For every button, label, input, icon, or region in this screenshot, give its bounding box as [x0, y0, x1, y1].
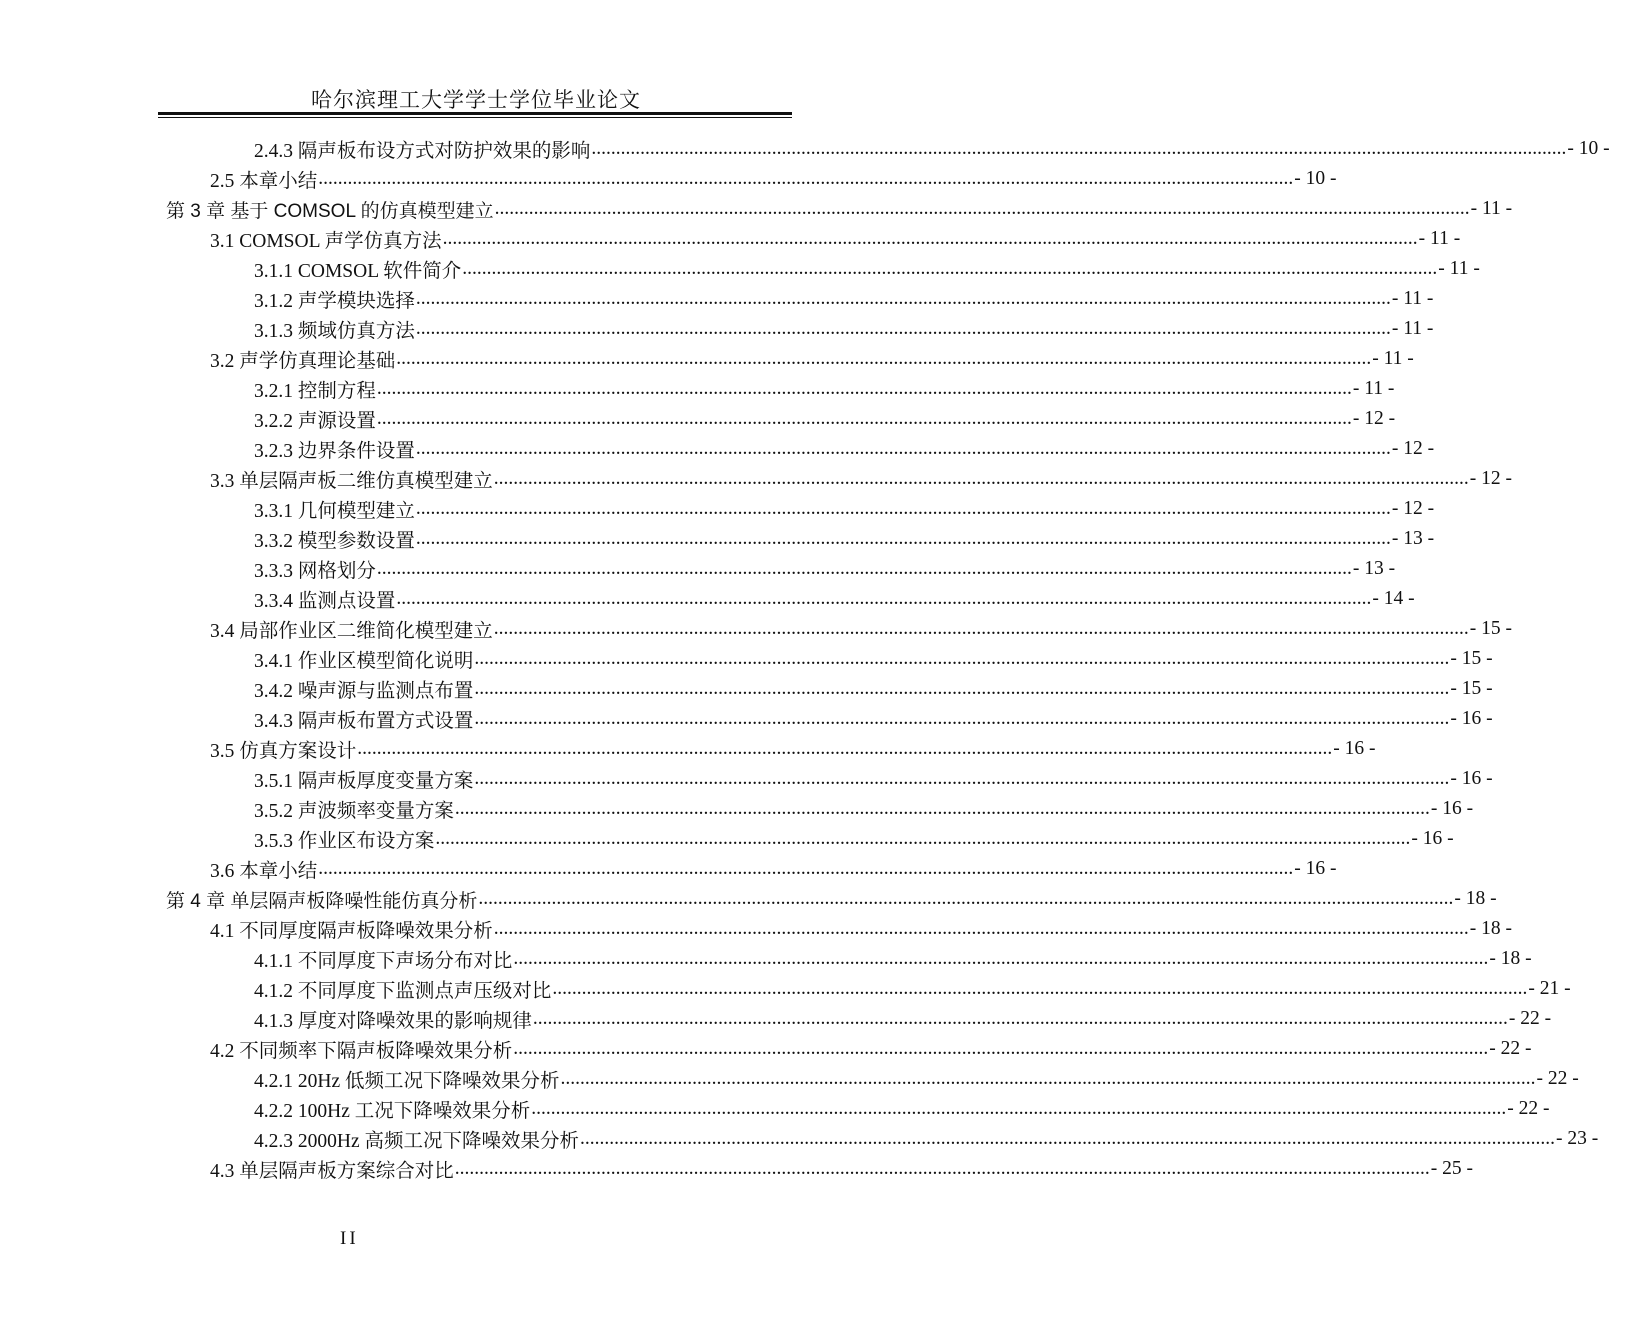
toc-entry-page: - 22 -: [1489, 1038, 1532, 1059]
table-of-contents: [0, 134, 1610, 1184]
toc-entry[interactable]: [0, 194, 1513, 224]
header-rule-thick: [158, 112, 792, 115]
toc-dot-leader: ........................................................................................................................................................................................................: [532, 1008, 1508, 1029]
toc-dot-leader: ........................................................................................................................................................................................................: [435, 828, 1411, 849]
toc-entry-title: 3.3.1 几何模型建立: [254, 501, 415, 522]
toc-entry-title: 3.2 声学仿真理论基础: [210, 351, 396, 372]
page-header-title: 哈尔滨理工大学学士学位毕业论文: [311, 88, 641, 112]
toc-entry-title: 3.4.1 作业区模型简化说明: [254, 651, 474, 672]
toc-dot-leader: ........................................................................................................................................................................................................: [462, 258, 1438, 279]
toc-entry[interactable]: [0, 254, 1480, 284]
toc-entry-title: 4.2.2 100Hz 工况下降噪效果分析: [254, 1101, 531, 1122]
toc-entry-title: 3.5.2 声波频率变量方案: [254, 801, 454, 822]
toc-entry-title: 3.2.2 声源设置: [254, 411, 376, 432]
toc-entry-title: 2.5 本章小结: [210, 171, 318, 192]
toc-dot-leader: ........................................................................................................................................................................................................: [474, 678, 1450, 699]
toc-entry-page: - 18 -: [1454, 888, 1497, 909]
toc-dot-leader: ........................................................................................................................................................................................................: [474, 708, 1450, 729]
toc-entry-page: - 16 -: [1411, 828, 1454, 849]
toc-entry-page: - 18 -: [1489, 948, 1532, 969]
toc-entry-title: 4.2.3 2000Hz 高频工况下降噪效果分析: [254, 1131, 579, 1152]
toc-dot-leader: ........................................................................................................................................................................................................: [474, 648, 1450, 669]
toc-entry-page: - 11 -: [1438, 258, 1480, 279]
toc-entry-title: 2.4.3 隔声板布设方式对防护效果的影响: [254, 141, 591, 162]
toc-entry-title: 3.4 局部作业区二维简化模型建立: [210, 621, 493, 642]
toc-entry-page: - 25 -: [1430, 1158, 1474, 1179]
toc-entry[interactable]: [0, 314, 1434, 344]
toc-dot-leader: ........................................................................................................................................................................................................: [415, 288, 1391, 309]
toc-dot-leader: ........................................................................................................................................................................................................: [396, 348, 1372, 369]
toc-entry[interactable]: [0, 1124, 1599, 1154]
toc-dot-leader: ........................................................................................................................................................................................................: [494, 198, 1470, 219]
toc-entry-page: - 15 -: [1450, 678, 1493, 699]
toc-entry-page: - 16 -: [1294, 858, 1337, 879]
toc-entry-page: - 22 -: [1536, 1068, 1579, 1089]
toc-entry-page: - 21 -: [1528, 978, 1571, 999]
toc-dot-leader: ........................................................................................................................................................................................................: [493, 918, 1469, 939]
toc-dot-leader: ........................................................................................................................................................................................................: [591, 138, 1567, 159]
toc-entry-page: - 12 -: [1391, 498, 1435, 519]
toc-entry[interactable]: [0, 1094, 1550, 1124]
toc-entry[interactable]: [0, 584, 1415, 614]
toc-dot-leader: ........................................................................................................................................................................................................: [474, 768, 1450, 789]
toc-entry-title: 3.1.3 频域仿真方法: [254, 321, 415, 342]
toc-entry[interactable]: [0, 344, 1414, 374]
toc-entry-page: - 11 -: [1372, 348, 1414, 369]
toc-dot-leader: ........................................................................................................................................................................................................: [318, 858, 1294, 879]
toc-dot-leader: ........................................................................................................................................................................................................: [376, 378, 1352, 399]
toc-entry-title: 第 4 章 单层隔声板降噪性能仿真分析: [166, 890, 478, 912]
toc-entry-title: 4.1.1 不同厚度下声场分布对比: [254, 951, 513, 972]
toc-entry[interactable]: [0, 824, 1454, 854]
toc-entry-title: 4.1 不同厚度隔声板降噪效果分析: [210, 921, 493, 942]
toc-entry[interactable]: [0, 884, 1497, 914]
toc-dot-leader: ........................................................................................................................................................................................................: [513, 948, 1489, 969]
toc-entry-page: - 16 -: [1450, 708, 1493, 729]
toc-entry-title: 3.5.3 作业区布设方案: [254, 831, 435, 852]
toc-entry-title: 3.4.3 隔声板布置方式设置: [254, 711, 474, 732]
toc-entry[interactable]: [0, 674, 1493, 704]
toc-entry-page: - 13 -: [1391, 528, 1435, 549]
toc-entry-page: - 16 -: [1450, 768, 1493, 789]
toc-entry-title: 4.3 单层隔声板方案综合对比: [210, 1161, 454, 1182]
toc-entry-page: - 23 -: [1556, 1128, 1599, 1149]
toc-entry-page: - 15 -: [1450, 648, 1493, 669]
toc-entry-title: 3.5 仿真方案设计: [210, 741, 357, 762]
toc-entry[interactable]: [0, 704, 1493, 734]
toc-dot-leader: ........................................................................................................................................................................................................: [552, 978, 1528, 999]
toc-entry-title: 第 3 章 基于 COMSOL 的仿真模型建立: [166, 200, 494, 222]
toc-dot-leader: ........................................................................................................................................................................................................: [454, 1158, 1430, 1179]
toc-entry[interactable]: [0, 794, 1474, 824]
toc-entry-page: - 22 -: [1507, 1098, 1550, 1119]
toc-dot-leader: ........................................................................................................................................................................................................: [415, 528, 1391, 549]
toc-dot-leader: ........................................................................................................................................................................................................: [415, 498, 1391, 519]
toc-entry-page: - 12 -: [1352, 408, 1396, 429]
toc-entry-title: 3.1.1 COMSOL 软件简介: [254, 261, 462, 282]
toc-entry-page: - 11 -: [1391, 318, 1434, 339]
toc-entry-page: - 15 -: [1469, 618, 1513, 639]
toc-entry-title: 3.1 COMSOL 声学仿真方法: [210, 231, 442, 252]
toc-entry-title: 3.2.3 边界条件设置: [254, 441, 415, 462]
toc-entry[interactable]: [0, 284, 1434, 314]
toc-entry-title: 3.4.2 噪声源与监测点布置: [254, 681, 474, 702]
toc-entry[interactable]: [0, 914, 1513, 944]
toc-entry[interactable]: [0, 434, 1435, 464]
toc-entry-title: 3.3 单层隔声板二维仿真模型建立: [210, 471, 493, 492]
toc-entry[interactable]: [0, 734, 1376, 764]
toc-entry-page: - 10 -: [1294, 168, 1337, 189]
toc-entry[interactable]: [0, 554, 1396, 584]
toc-dot-leader: ........................................................................................................................................................................................................: [318, 168, 1294, 189]
toc-dot-leader: ........................................................................................................................................................................................................: [396, 588, 1372, 609]
toc-entry-page: - 11 -: [1418, 228, 1461, 249]
toc-entry-title: 3.2.1 控制方程: [254, 381, 376, 402]
toc-dot-leader: ........................................................................................................................................................................................................: [513, 1038, 1489, 1059]
page-number: II: [340, 1228, 359, 1249]
toc-dot-leader: ........................................................................................................................................................................................................: [415, 318, 1391, 339]
toc-entry-page: - 11 -: [1391, 288, 1434, 309]
toc-entry[interactable]: [0, 524, 1435, 554]
toc-entry[interactable]: [0, 974, 1571, 1004]
toc-entry[interactable]: [0, 1034, 1532, 1064]
toc-dot-leader: ........................................................................................................................................................................................................: [478, 888, 1454, 909]
toc-dot-leader: ........................................................................................................................................................................................................: [415, 438, 1391, 459]
toc-entry-title: 4.2.1 20Hz 低频工况下降噪效果分析: [254, 1071, 560, 1092]
toc-dot-leader: ........................................................................................................................................................................................................: [493, 618, 1469, 639]
toc-entry-page: - 12 -: [1469, 468, 1513, 489]
toc-entry[interactable]: [0, 224, 1461, 254]
toc-entry[interactable]: [0, 404, 1396, 434]
toc-entry-title: 3.5.1 隔声板厚度变量方案: [254, 771, 474, 792]
toc-entry[interactable]: [0, 614, 1513, 644]
toc-entry[interactable]: [0, 374, 1395, 404]
toc-entry-page: - 12 -: [1391, 438, 1435, 459]
toc-dot-leader: ........................................................................................................................................................................................................: [493, 468, 1469, 489]
toc-dot-leader: ........................................................................................................................................................................................................: [560, 1068, 1536, 1089]
toc-entry[interactable]: [0, 854, 1337, 884]
toc-entry-title: 3.6 本章小结: [210, 861, 318, 882]
toc-entry[interactable]: [0, 644, 1493, 674]
toc-entry-page: - 16 -: [1333, 738, 1376, 759]
toc-entry[interactable]: [0, 494, 1435, 524]
toc-entry-page: - 16 -: [1430, 798, 1474, 819]
toc-entry-title: 3.1.2 声学模块选择: [254, 291, 415, 312]
toc-entry[interactable]: [0, 134, 1610, 164]
toc-entry[interactable]: [0, 1154, 1474, 1184]
toc-entry-page: - 13 -: [1352, 558, 1396, 579]
toc-entry[interactable]: [0, 164, 1337, 194]
toc-entry-page: - 11 -: [1470, 198, 1513, 219]
toc-dot-leader: ........................................................................................................................................................................................................: [454, 798, 1430, 819]
toc-entry-page: - 22 -: [1508, 1008, 1552, 1029]
toc-entry-page: - 11 -: [1352, 378, 1395, 399]
toc-entry-title: 3.3.3 网格划分: [254, 561, 376, 582]
toc-dot-leader: ........................................................................................................................................................................................................: [531, 1098, 1507, 1119]
toc-entry-title: 4.1.2 不同厚度下监测点声压级对比: [254, 981, 552, 1002]
toc-dot-leader: ........................................................................................................................................................................................................: [580, 1128, 1555, 1149]
toc-entry-page: - 18 -: [1469, 918, 1513, 939]
toc-entry-title: 3.3.2 模型参数设置: [254, 531, 415, 552]
toc-dot-leader: ........................................................................................................................................................................................................: [376, 558, 1352, 579]
toc-entry-page: - 14 -: [1372, 588, 1415, 609]
header-rule-thin: [158, 117, 792, 118]
toc-entry-page: - 10 -: [1567, 138, 1610, 159]
toc-dot-leader: ........................................................................................................................................................................................................: [376, 408, 1352, 429]
toc-entry[interactable]: [0, 1064, 1579, 1094]
toc-entry[interactable]: [0, 944, 1532, 974]
toc-entry-title: 3.3.4 监测点设置: [254, 591, 396, 612]
toc-entry[interactable]: [0, 1004, 1552, 1034]
toc-dot-leader: ........................................................................................................................................................................................................: [357, 738, 1333, 759]
toc-entry[interactable]: [0, 764, 1493, 794]
toc-entry-title: 4.1.3 厚度对降噪效果的影响规律: [254, 1011, 532, 1032]
toc-entry-title: 4.2 不同频率下隔声板降噪效果分析: [210, 1041, 513, 1062]
toc-entry[interactable]: [0, 464, 1513, 494]
toc-dot-leader: ........................................................................................................................................................................................................: [442, 228, 1418, 249]
